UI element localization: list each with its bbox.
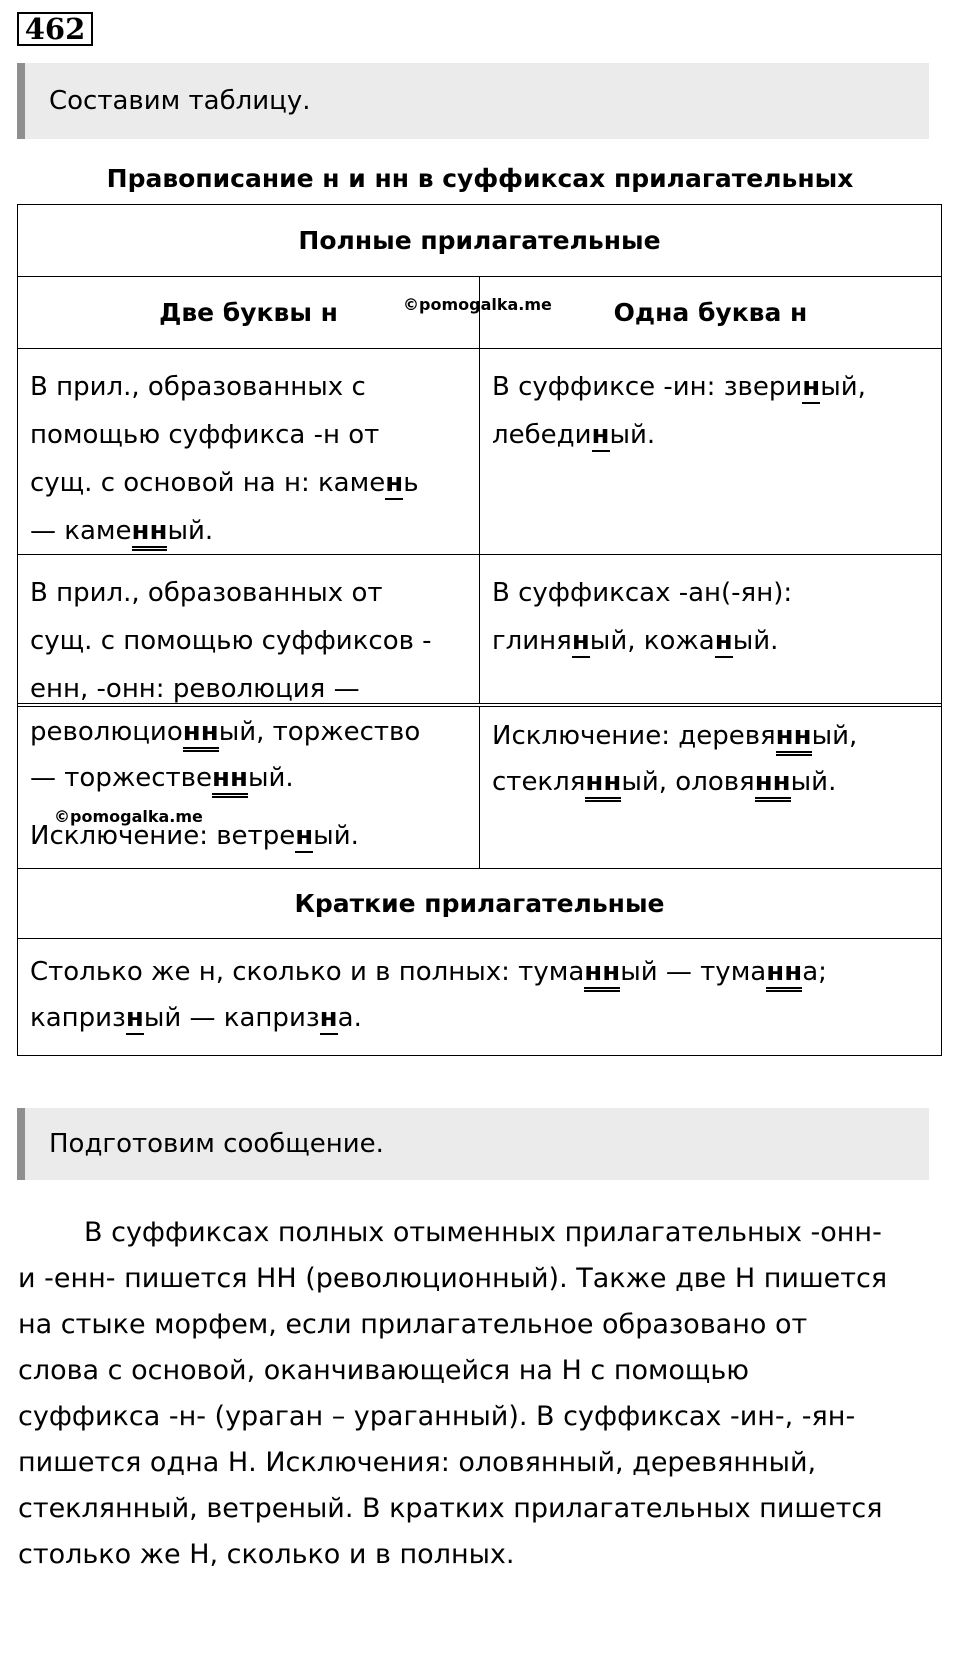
cell-line: Исключение: деревянный, <box>492 713 929 759</box>
cell-line: лебединый. <box>492 420 656 450</box>
paragraph-line: пишется одна Н. Исключения: оловянный, деревянный, <box>18 1447 817 1478</box>
paragraph-line: и -енн- пишется НН (революционный). Также две Н пишется <box>18 1263 888 1294</box>
cell-line: капризный — капризна. <box>30 1003 362 1033</box>
table-row <box>18 349 941 555</box>
intro-banner-text: Составим таблицу. <box>49 86 311 116</box>
cell-line: В прил., образованных с <box>30 372 366 402</box>
rule-cell-left <box>18 555 480 703</box>
short-adjectives-header-row <box>18 869 941 939</box>
intro-banner <box>17 63 929 139</box>
short-adjectives-header: Краткие прилагательные <box>294 888 665 918</box>
paragraph-line: на стыке морфем, если прилагательное образовано от <box>18 1309 808 1340</box>
cell-line: революционный, торжество <box>30 709 467 755</box>
cell-line: помощью суффикса -н от <box>30 420 380 450</box>
table-row <box>18 939 941 1055</box>
cell-line: Столько же н, сколько и в полных: туманный — туманна; <box>30 949 929 995</box>
cell-line: сущ. с основой на н: камень <box>30 468 419 498</box>
short-adjectives-cell <box>18 939 941 1055</box>
paragraph-line: стеклянный, ветреный. В кратких прилагательных пишется <box>18 1493 883 1524</box>
message-banner <box>17 1108 929 1180</box>
rule-cell-right <box>480 707 941 868</box>
column-header-row <box>18 277 941 349</box>
rule-cell-left <box>18 707 480 868</box>
cell-line: Исключение: ветреный. <box>30 821 359 851</box>
cell-line: енн, -онн: революция — <box>30 674 360 704</box>
rule-cell-left <box>18 349 480 554</box>
cell-line: — торжественный. <box>30 755 467 801</box>
paragraph-line: суффикса -н- (ураган – ураганный). В суффиксах -ин-, -ян- <box>18 1401 856 1432</box>
col-header-two-n: Две буквы н <box>18 277 480 348</box>
paragraph-line: слова с основой, оканчивающейся на Н с помощью <box>18 1355 749 1386</box>
message-banner-text: Подготовим сообщение. <box>49 1129 384 1159</box>
watermark: ©pomogalka.me <box>403 295 552 314</box>
cell-line: глиняный, кожаный. <box>492 626 779 656</box>
full-adjectives-header: Полные прилагательные <box>298 225 661 255</box>
cell-line: стеклянный, оловянный. <box>492 759 929 805</box>
table-row <box>18 555 941 707</box>
watermark: ©pomogalka.me <box>54 807 203 826</box>
rules-table <box>17 204 942 1056</box>
cell-line: сущ. с помощью суффиксов - <box>30 626 432 656</box>
task-number: 462 <box>17 12 93 46</box>
rule-cell-right <box>480 555 941 703</box>
cell-line: В суффиксах -ан(-ян): <box>492 578 793 608</box>
full-adjectives-header-row <box>18 205 941 277</box>
cell-line: В прил., образованных от <box>30 578 383 608</box>
cell-line: В суффиксе -ин: звериный, <box>492 372 866 402</box>
cell-line: — каменный. <box>30 507 467 555</box>
table-title: Правописание н и нн в суффиксах прилагательных <box>106 164 854 193</box>
col-header-one-n: Одна буква н <box>613 297 808 327</box>
paragraph-line: столько же Н, сколько и в полных. <box>18 1539 515 1570</box>
paragraph-line: В суффиксах полных отыменных прилагательных -онн- <box>84 1217 882 1248</box>
message-paragraph <box>18 1210 938 1578</box>
rule-cell-right <box>480 349 941 554</box>
table-row <box>18 707 941 869</box>
